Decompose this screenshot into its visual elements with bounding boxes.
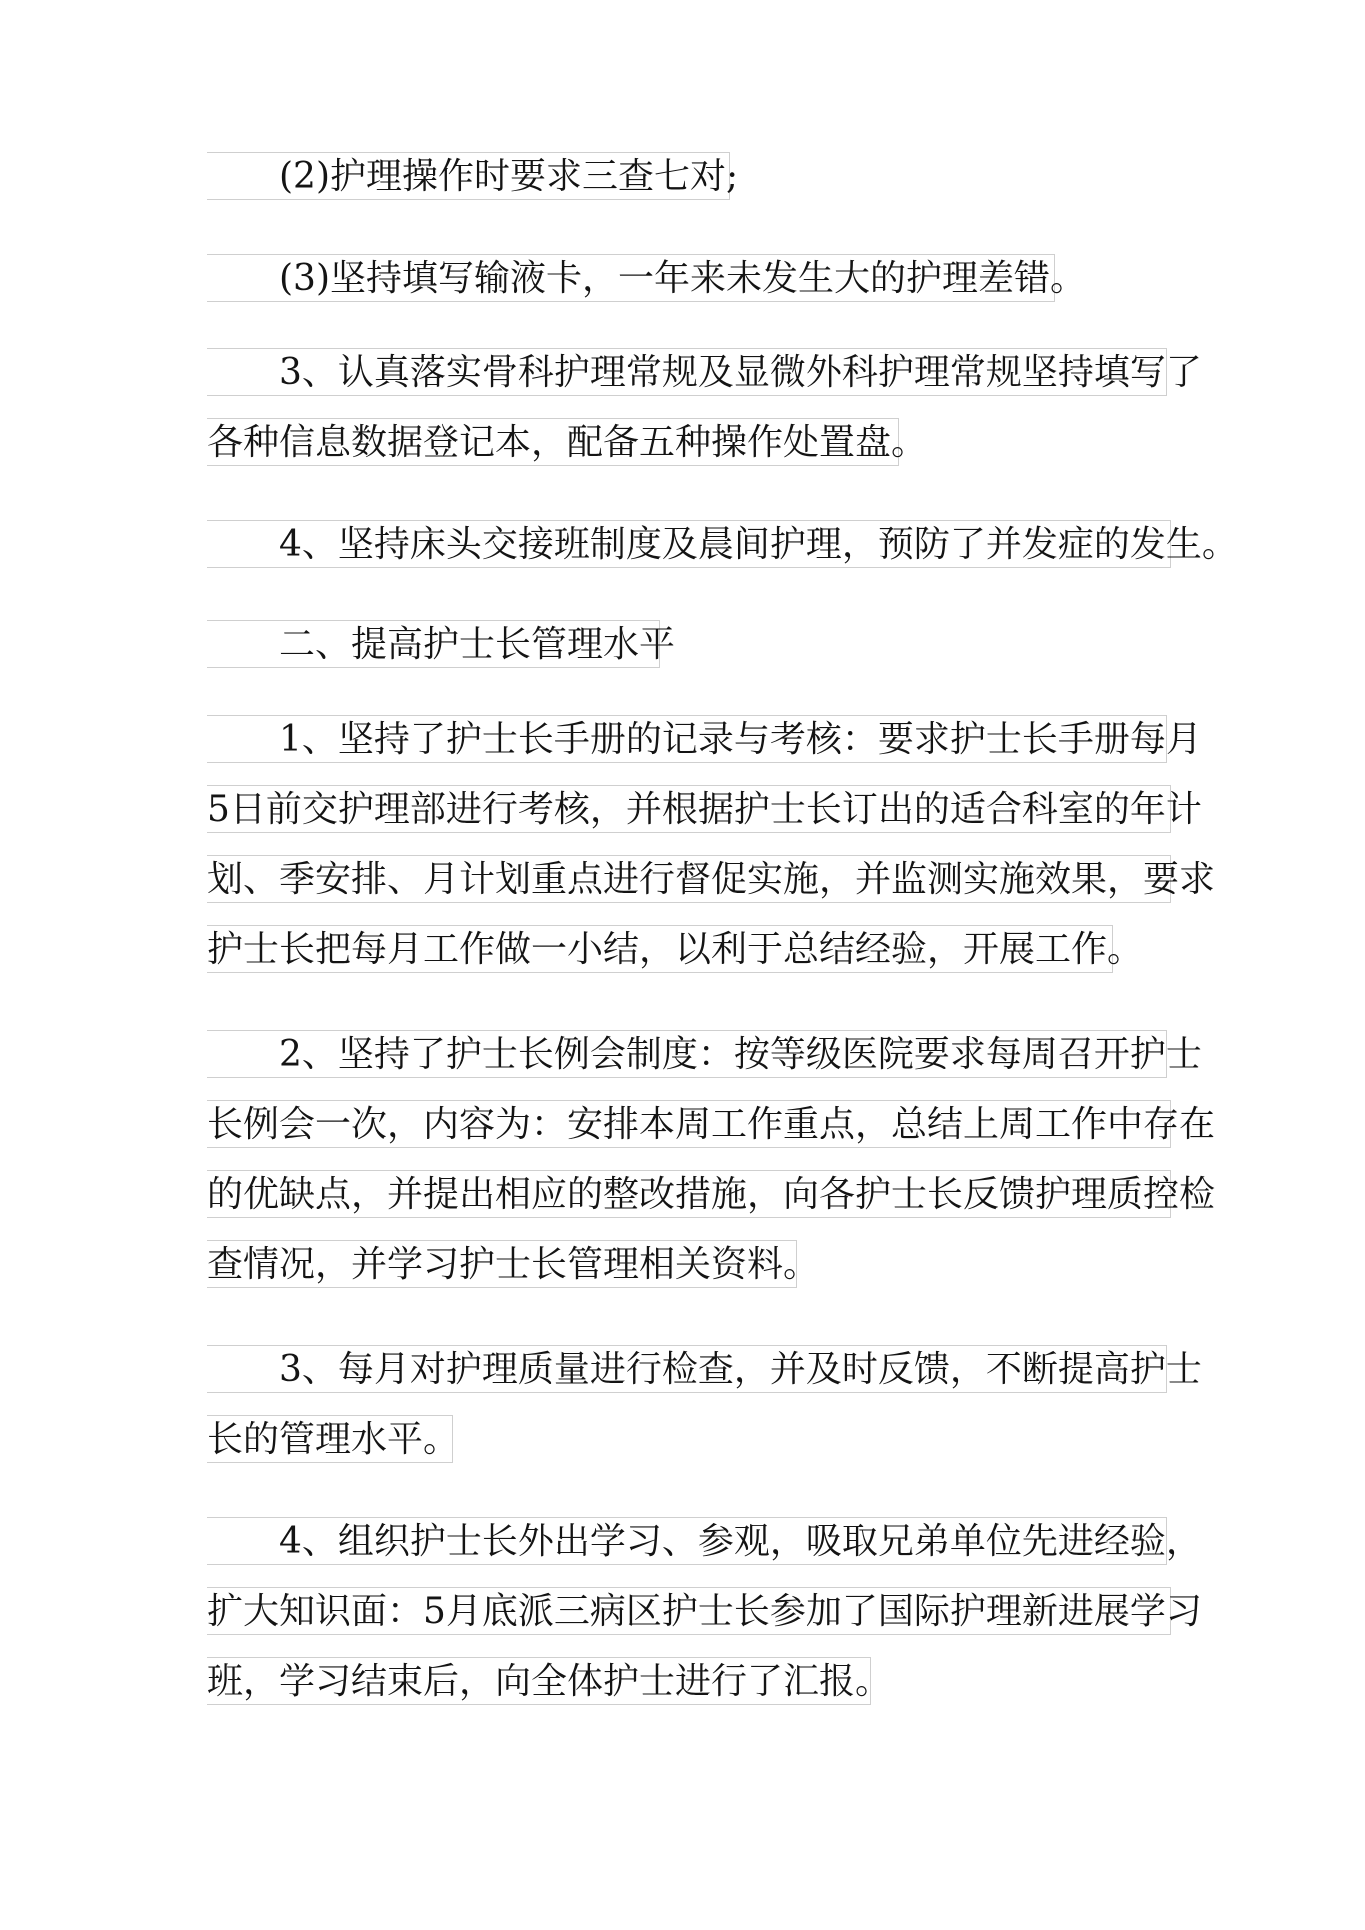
text-line: (2)护理操作时要求三查七对; [207,152,730,200]
text-line: 划、季安排、月计划重点进行督促实施，并监测实施效果，要求 [207,855,1171,903]
text-line: 1、坚持了护士长手册的记录与考核：要求护士长手册每月 [207,715,1167,763]
text-line: 长的管理水平。 [207,1415,453,1463]
text-line: 各种信息数据登记本，配备五种操作处置盘。 [207,418,899,466]
text-line: 扩大知识面：5月底派三病区护士长参加了国际护理新进展学习 [207,1587,1171,1635]
text-line: 护士长把每月工作做一小结，以利于总结经验，开展工作。 [207,925,1113,973]
text-line: 4、组织护士长外出学习、参观，吸取兄弟单位先进经验， [207,1517,1167,1565]
text-line: 班，学习结束后，向全体护士进行了汇报。 [207,1657,871,1705]
text-line: 2、坚持了护士长例会制度：按等级医院要求每周召开护士 [207,1030,1167,1078]
text-line: 3、每月对护理质量进行检查，并及时反馈，不断提高护士 [207,1345,1167,1393]
text-line: 5日前交护理部进行考核，并根据护士长订出的适合科室的年计 [207,785,1171,833]
section-heading: 二、提高护士长管理水平 [207,620,660,668]
text-line: 查情况，并学习护士长管理相关资料。 [207,1240,797,1288]
text-line: 的优缺点，并提出相应的整改措施，向各护士长反馈护理质控检 [207,1170,1171,1218]
text-line: (3)坚持填写输液卡，一年来未发生大的护理差错。 [207,254,1055,302]
text-line: 长例会一次，内容为：安排本周工作重点，总结上周工作中存在 [207,1100,1171,1148]
text-line: 3、认真落实骨科护理常规及显微外科护理常规坚持填写了 [207,348,1167,396]
text-line: 4、坚持床头交接班制度及晨间护理，预防了并发症的发生。 [207,520,1171,568]
